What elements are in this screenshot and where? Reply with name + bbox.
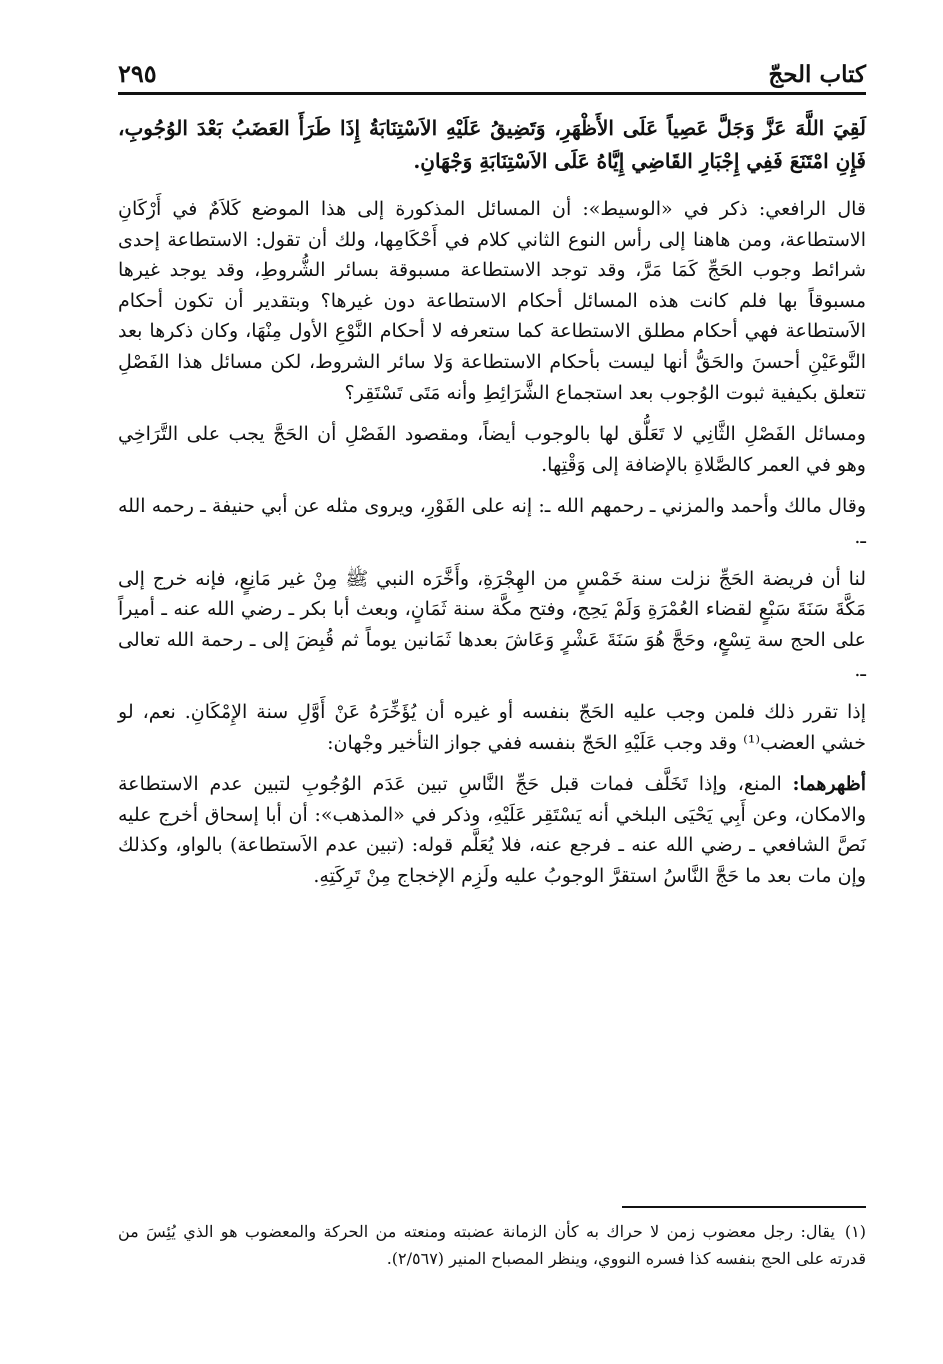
footnote-divider (622, 1206, 866, 1208)
paragraph-lead: أظهرهما: (792, 773, 866, 796)
paragraph: ومسائل الفَصْلِ الثَّانِي لا تَعَلُّق لها بالوجوب أيضاً، ومقصود الفَصْلِ أن الحَجَّ يجب على التَّرَاخِي وهو في العمر كالصَّلاةِ بالإضافة إلى وَقْتِها. (118, 423, 866, 476)
paragraph: قال الرافعي: ذكر في «الوسيط»: أن المسائل المذكورة إلى هذا الموضع كَلاَمٌ في أَرْكَانِ الاستطاعة، ومن هاهنا إلى رأس النوع الثاني كلام في أَحْكَامِها، ولك أن تقول: الاستطاعة إحدى شرائط وجوب الحَجِّ كَمَا مَرَّ، وقد توجد الاستطاعة مسبوقة بسائر الشُّروطِ، وقد يوجد غيرها مسبوقاً بها فلم كانت هذه المسائل أحكام الاستطاعة دون غيرها؟ وبتقدير أن تكون أحكام الاَستطاعة فهي أحكام مطلق الاستطاعة كما ستعرفه لا أحكام النَّوْعِ الأول مِنْهَا، وكان ذكرها بعد النَّوعَيْنِ أحسنَ والحَقُّ أنها ليست بأحكام الاستطاعة وَلا سائر الشروط، لكن مسائل هذا الفَصْلِ تتعلق بكيفية ثبوت الوُجوب بعد استجماع الشَّرَائِطِ وأنه مَتَى تَسْتَقِر؟ (118, 198, 866, 404)
footnote-marker: (١) (844, 1222, 866, 1241)
footnote-text: يقال: رجل معضوب زمن لا حراك به كأن الزمانة عضبته ومنعته من الحركة والمعضوب هو الذي يُئِسَ من قدرته على الحج بنفسه كذا فسره النووي، وينظر المصباح المنير (٢/٥٦٧). (118, 1222, 866, 1268)
paragraph: لنا أن فريضة الحَجِّ نزلت سنة خَمْسٍ من الهِجْرَةِ، وأَخَّرَه النبي ﷺ مِنْ غير مَانِعٍ، فإنه خرج إلى مَكَّةَ سَنَةَ سَبْعٍ لقضاء العُمْرَةِ وَلَمْ يَحِج، وفتح مكَّة سنة ثَمَانٍ، وبعث أبا بكر ـ رضي الله عنه ـ أميراً على الحج سة تِسْعٍ، وحَجَّ هُوَ سَنَةَ عَشْرٍ وَعَاشَ بعدها ثَمَانين يوماً ثم قُبِضَ إلى ـ رحمة الله تعالى ـ. (118, 567, 866, 682)
matn-paragraph: لَقِيَ اللَّهَ عَزَّ وَجَلَّ عَصِياً عَلَى الأَظْهَرِ، وَتَضِيقُ عَلَيْهِ الاَسْتِنَابَةُ إِذَا طَرَأَ العَضَبُ بَعْدَ الوُجُوبِ، فَإِنِ امْتَنَعَ فَفِي إِجْبَارِ القَاضِي إِيَّاهُ عَلَى الاَسْتِنَابَةِ وَجْهَانِ. (118, 116, 866, 173)
running-title: كتاب الحجّ (768, 61, 866, 88)
main-text (118, 112, 866, 902)
paragraph: وقال مالك وأحمد والمزني ـ رحمهم الله ـ: إنه على الفَوْرِ، ويروى مثله عن أبي حنيفة ـ رحمه الله ـ. (118, 495, 866, 548)
paragraph (118, 769, 866, 891)
paragraph: إذا تقرر ذلك فلمن وجب عليه الحَجّ بنفسه أو غيره أن يُؤَخِّرَهُ عَنْ أَوَّلِ سنة الإِمْكَانِ. نعم، لو خشي العضب⁽¹⁾ وقد وجب عَلَيْهِ الحَجّ بنفسه ففي جواز التأخير وجْهان: (118, 700, 866, 754)
footnote (118, 1218, 866, 1272)
page-number: ٢٩٥ (118, 59, 157, 88)
paragraph-body: المنع، وإذا تَخَلَّف فمات قبل حَجِّ النَّاسِ تبين عَدَم الوُجُوبِ لتبين عدم الاستطاعة والامكان، وعن أَبِي يَحْيَى البلخي أنه يَسْتَقِر عَلَيْهِ، وذكر في «المذهب»: أن أبا إسحاق أخرج عليه نَصَّ الشافعي ـ رضي الله عنه ـ فرجع عنه، فلا يُعَلَّم قوله: (تبين عدم الاَستطاعة) بالواو، وكذلك وإن مات بعد ما حَجَّ النَّاسُ استقرَّ الوجوبُ عليه ولَزِم الإخجاج مِنْ تَرِكَتِهِ. (118, 773, 866, 887)
page-header (118, 50, 866, 95)
